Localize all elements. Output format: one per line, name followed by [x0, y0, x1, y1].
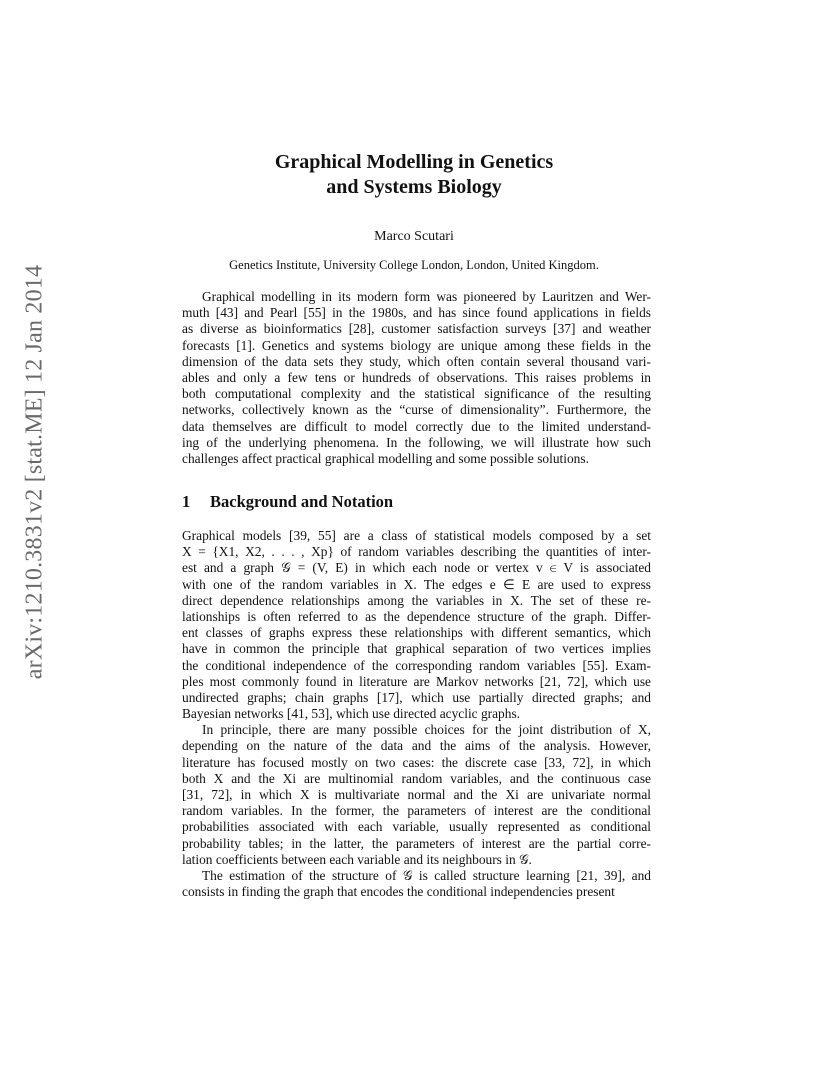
text-line: muth [43] and Pearl [55] in the 1980s, and has since found applications in fields [182, 305, 651, 321]
section-title: Background and Notation [210, 492, 394, 511]
text-line: networks, collectively known as the “curse of dimensionality”. Furthermore, the [182, 402, 651, 418]
affiliation: Genetics Institute, University College London, London, United Kingdom. [229, 258, 599, 272]
text-line: challenges affect practical graphical modelling and some possible solutions. [182, 450, 589, 466]
text-line: as diverse as bioinformatics [28], customer satisfaction surveys [37] and weather [182, 321, 651, 337]
text-line: undirected graphs; chain graphs [17], which use partially directed graphs; and [182, 689, 651, 705]
text-line: both X and the Xi are multinomial random variables, and the continuous case [182, 770, 651, 786]
text-line: X = {X1, X2, . . . , Xp} of random variables describing the quantities of inter- [182, 544, 651, 560]
text-line: [31, 72], in which X is multivariate normal and the Xi are univariate normal [182, 787, 651, 802]
text-line: lation coefficients between each variable and its neighbours in 𝒢. [182, 851, 532, 867]
text-line: consists in finding the graph that encodes the conditional independencies present [182, 884, 615, 900]
text-line: random variables. In the former, the parameters of interest are the conditional [182, 803, 651, 819]
author-name: Marco Scutari [374, 229, 454, 244]
text-line: lationships is often referred to as the dependence structure of the graph. Differ- [182, 608, 651, 624]
text-line: Graphical modelling in its modern form was pioneered by Lauritzen and Wer- [202, 289, 651, 304]
title-line-2: and Systems Biology [326, 176, 502, 198]
text-line: ing of the underlying phenomena. In the following, we will illustrate how such [182, 434, 651, 450]
text-line: have in common the principle that graphical separation of two vertices implies [182, 641, 651, 657]
section-number: 1 [182, 492, 191, 511]
text-line: Graphical models [39, 55] are a class of statistical models composed by a set [182, 528, 651, 543]
text-line: both computational complexity and the statistical significance of the resulting [182, 386, 651, 402]
text-line: literature has focused mostly on two cases: the discrete case [33, 72], in which [182, 754, 651, 770]
text-line: ples most commonly found in literature are Markov networks [21, 72], which use [182, 673, 651, 689]
abstract [182, 289, 651, 467]
title-line-1: Graphical Modelling in Genetics [274, 151, 554, 173]
text-line: probability tables; in the latter, the parameters of interest are the partial corre- [182, 835, 651, 851]
text-line: the conditional independence of the corresponding random variables [55]. Exam- [182, 657, 651, 673]
text-line: ent classes of graphs express these relationships with different semantics, which [182, 625, 651, 641]
text-line: Bayesian networks [41, 53], which use directed acyclic graphs. [182, 706, 521, 722]
text-line: direct dependence relationships among the variables in X. The set of these re- [182, 592, 651, 608]
text-line: est and a graph 𝒢 = (V, E) in which each node or vertex v ∈ V is associated [182, 560, 651, 576]
paper-title [0, 150, 828, 200]
arxiv-stamp: arXiv:1210.3831v2 [stat.ME] 12 Jan 2014 [21, 264, 48, 680]
section-heading [182, 492, 393, 512]
text-line: In principle, there are many possible choices for the joint distribution of X, [202, 722, 651, 738]
text-line: forecasts [1]. Genetics and systems biology are unique among these fields in the [182, 337, 651, 353]
text-line: The estimation of the structure of 𝒢 is called structure learning [21, 39], and [202, 867, 651, 883]
text-line: ables and only a few tens or hundreds of observations. This raises problems in [182, 369, 651, 385]
text-line: depending on the nature of the data and the aims of the analysis. However, [182, 738, 651, 754]
text-line: data themselves are difficult to model correctly due to the limited understand- [182, 418, 651, 434]
text-line: dimension of the data sets they study, which often contain several thousand vari- [182, 353, 651, 369]
text-line: probabilities associated with each variable, usually represented as conditional [182, 819, 651, 835]
body-text [182, 528, 651, 900]
text-line: with one of the random variables in X. The edges e ∈ E are used to express [182, 576, 651, 592]
